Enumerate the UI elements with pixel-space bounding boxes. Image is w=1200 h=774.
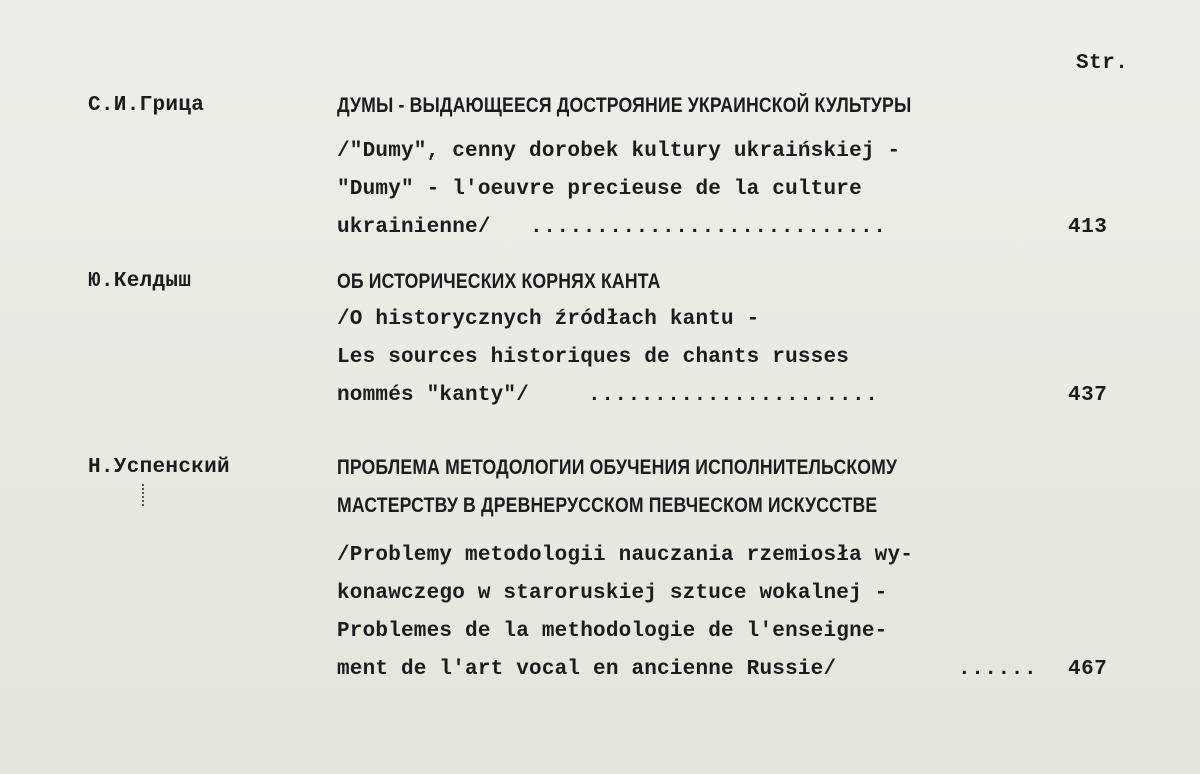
- entry-page-number: 437: [1068, 384, 1108, 407]
- entry-translation-line: konawczego w staroruskiej sztuce wokalnej -: [337, 582, 888, 605]
- entry-translation-line: Les sources historiques de chants russes: [337, 346, 850, 369]
- entry-author: Ю.Келдыш: [88, 270, 192, 293]
- entry-page-number: 413: [1068, 216, 1108, 239]
- page-column-label: Str.: [1076, 52, 1129, 75]
- entry-title-russian: ПРОБЛЕМА МЕТОДОЛОГИИ ОБУЧЕНИЯ ИСПОЛНИТЕЛЬСКОМУ: [337, 456, 898, 479]
- entry-translation-line: nommés "kanty"/: [337, 384, 530, 407]
- entry-translation-line: /"Dumy", cenny dorobek kultury ukraińskiej -: [337, 140, 901, 163]
- entry-translation-line: /O historycznych źródłach kantu -: [337, 308, 760, 331]
- entry-dot-leader: ......................: [588, 384, 879, 407]
- entry-translation-line: /Problemy metodologii nauczania rzemiosła wy-: [337, 544, 914, 567]
- entry-translation-line: ukrainienne/: [337, 216, 491, 239]
- entry-dot-leader: ......: [958, 658, 1038, 681]
- entry-translation-line: ment de l'art vocal en ancienne Russie/: [337, 658, 837, 681]
- entry-title-russian: МАСТЕРСТВУ В ДРЕВНЕРУССКОМ ПЕВЧЕСКОМ ИСКУССТВЕ: [337, 494, 878, 517]
- entry-title-russian: ОБ ИСТОРИЧЕСКИХ КОРНЯХ КАНТА: [337, 270, 661, 293]
- entry-page-number: 467: [1068, 658, 1108, 681]
- entry-author: Н.Успенский: [88, 456, 230, 479]
- paper-mark: [142, 484, 147, 506]
- entry-author: С.И.Грица: [88, 94, 205, 117]
- entry-dot-leader: ...........................: [530, 216, 887, 239]
- entry-title-russian: ДУМЫ - ВЫДАЮЩЕЕСЯ ДОСТРОЯНИЕ УКРАИНСКОЙ КУЛЬТУРЫ: [337, 94, 912, 117]
- entry-translation-line: "Dumy" - l'oeuvre precieuse de la culture: [337, 178, 862, 201]
- entry-translation-line: Problemes de la methodologie de l'enseigne-: [337, 620, 888, 643]
